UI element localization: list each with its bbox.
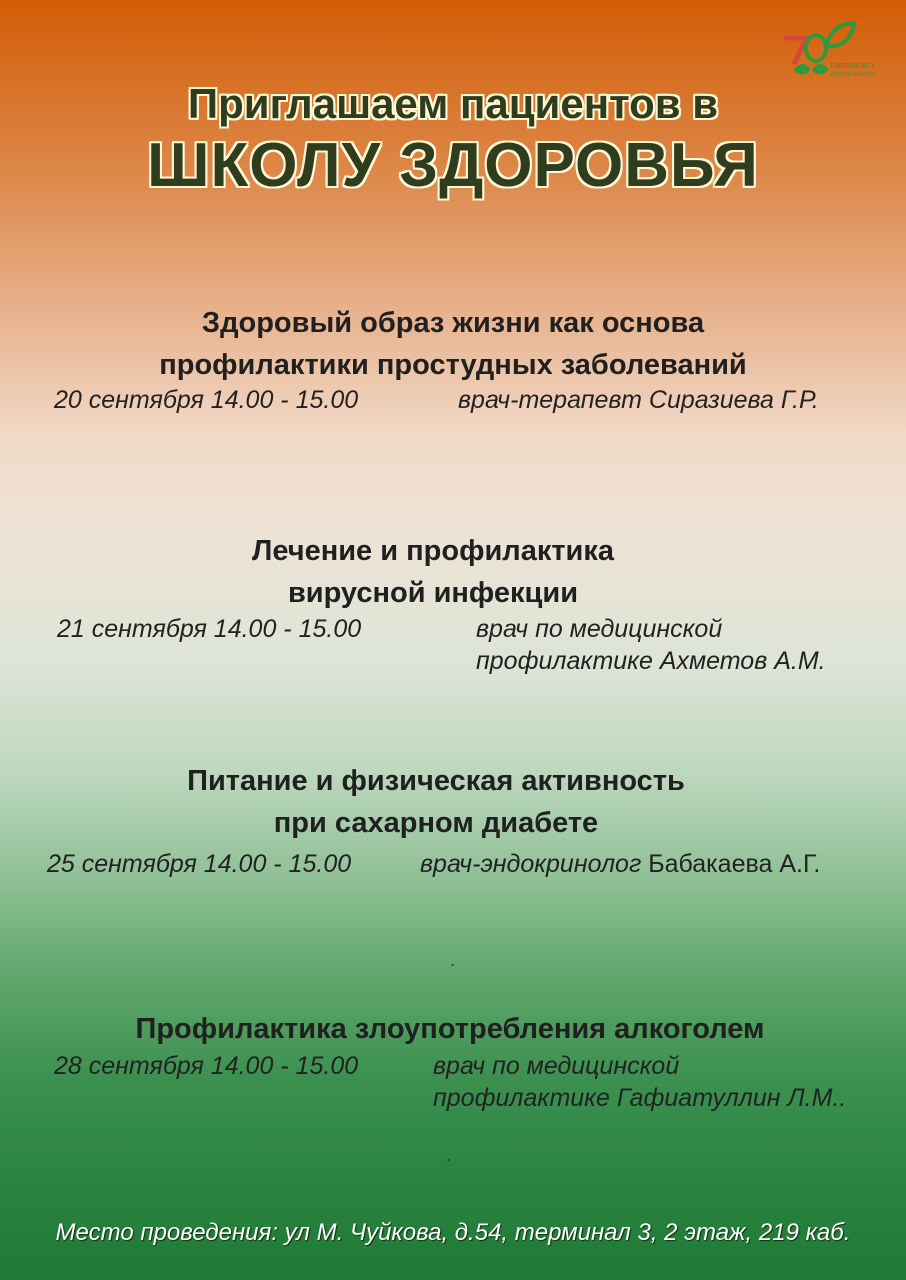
separator-dot-1: . xyxy=(450,950,456,970)
event-1-title xyxy=(0,302,906,386)
event-3-title xyxy=(0,760,889,844)
event-4-date: 28 сентября 14.00 - 15.00 xyxy=(54,1052,359,1080)
event-3-title-line1: Питание и физическая активность xyxy=(187,765,685,797)
event-4-doctor-line1: врач по медицинской xyxy=(433,1052,680,1080)
event-3-doctor-name: Бабакаева А.Г. xyxy=(641,850,821,878)
event-3-doctor-role: врач-эндокринолог xyxy=(420,850,642,878)
event-4-doctor-line2: профилактике Гафиатуллин Л.М.. xyxy=(433,1084,847,1112)
separator-dot-2: . xyxy=(446,1145,452,1165)
event-1-title-line1: Здоровый образ жизни как основа xyxy=(201,307,705,339)
event-1-doctor: врач-терапевт Сиразиева Г.Р. xyxy=(458,386,819,414)
page-title: ШКОЛУ ЗДОРОВЬЯ xyxy=(147,131,759,200)
venue-info: Место проведения: ул М. Чуйкова, д.54, терминал 3, 2 этаж, 219 каб. xyxy=(55,1219,851,1246)
event-3-date: 25 сентября 14.00 - 15.00 xyxy=(47,850,352,878)
event-2-date: 21 сентября 14.00 - 15.00 xyxy=(57,615,362,643)
event-2-title-line2: вирусной инфекции xyxy=(287,577,579,609)
event-2-doctor-line1: врач по медицинской xyxy=(476,615,723,643)
event-4-doctor xyxy=(433,1050,846,1114)
event-1-date: 20 сентября 14.00 - 15.00 xyxy=(54,386,359,414)
event-4-title-line1: Профилактика злоупотребления алкоголем xyxy=(135,1013,765,1045)
event-1-title-line2: профилактики простудных заболеваний xyxy=(159,349,747,381)
page-subtitle: Приглашаем пациентов в xyxy=(187,80,719,127)
event-2-doctor-line2: профилактике Ахметов А.М. xyxy=(476,647,826,675)
svg-text:EMERGENCY: EMERGENCY xyxy=(830,63,876,70)
event-2-doctor xyxy=(476,613,826,677)
event-3-title-line2: при сахарном диабете xyxy=(273,807,599,839)
svg-text:MEDICAL CENTER: MEDICAL CENTER xyxy=(830,72,874,78)
event-2-title xyxy=(0,530,886,614)
event-2-title-line1: Лечение и профилактика xyxy=(251,535,615,567)
event-4-title xyxy=(0,1008,903,1050)
event-3-doctor xyxy=(420,848,820,880)
